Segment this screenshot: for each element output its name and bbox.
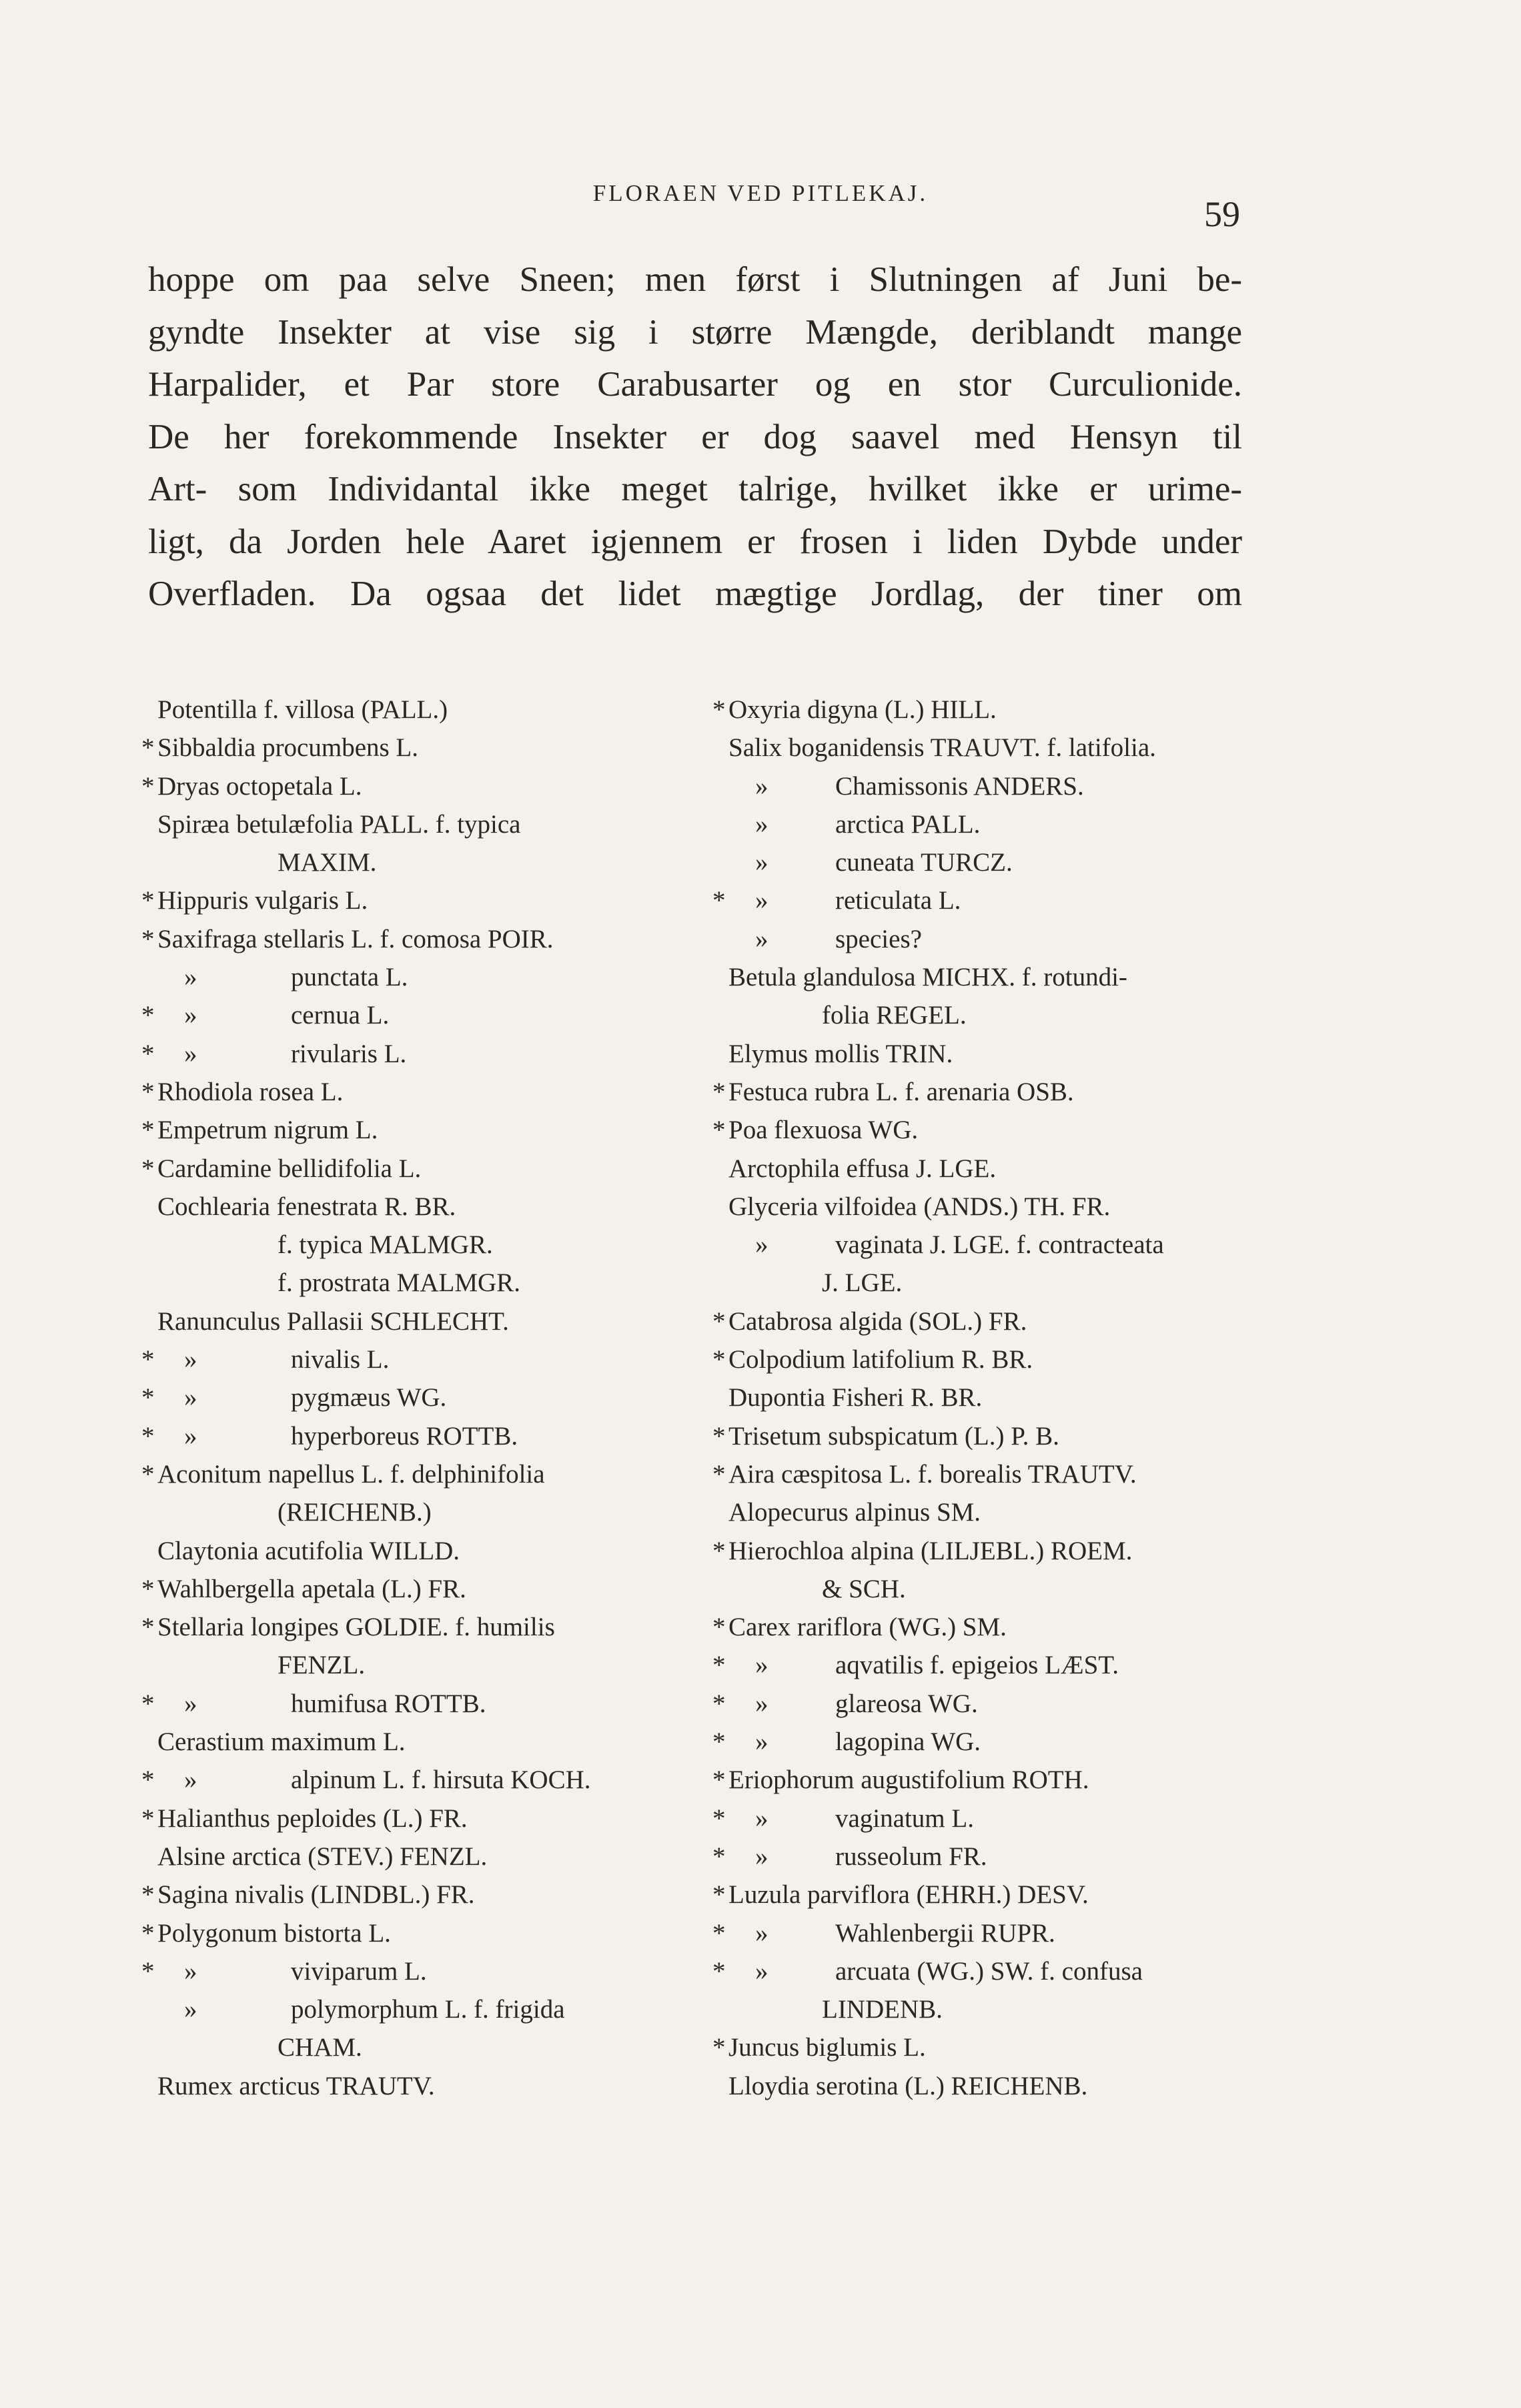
species-entry xyxy=(141,996,675,1034)
species-name: Carex rariflora (WG.) SM. xyxy=(728,1613,1007,1642)
species-name: f. typica MALMGR. xyxy=(278,1230,493,1260)
endemic-asterisk xyxy=(141,958,157,996)
ditto-mark: » xyxy=(184,1421,197,1451)
species-name: Cerastium maximum L. xyxy=(157,1727,406,1757)
endemic-asterisk xyxy=(141,1532,157,1570)
species-entry xyxy=(712,1685,1246,1723)
endemic-asterisk xyxy=(141,2067,157,2105)
species-name: Colpodium latifolium R. BR. xyxy=(728,1345,1033,1374)
species-entry xyxy=(712,729,1246,767)
species-entry xyxy=(141,1073,675,1111)
endemic-asterisk: * xyxy=(141,771,155,801)
species-entry xyxy=(712,805,1246,843)
species-entry xyxy=(712,1838,1246,1876)
species-entry xyxy=(712,1570,1246,1608)
endemic-asterisk xyxy=(712,996,728,1034)
ditto-mark: » xyxy=(755,1230,769,1260)
species-entry xyxy=(712,1990,1246,2028)
species-entry xyxy=(141,958,675,996)
endemic-asterisk: * xyxy=(712,695,726,724)
species-name: rivularis L. xyxy=(291,1039,407,1068)
species-entry xyxy=(141,2067,675,2105)
species-name: J. LGE. xyxy=(822,1268,903,1298)
species-entry xyxy=(712,1914,1246,1952)
species-name: Empetrum nigrum L. xyxy=(157,1116,378,1145)
ditto-mark: » xyxy=(184,1001,197,1030)
species-entry xyxy=(141,1340,675,1378)
species-entry xyxy=(712,1340,1246,1378)
species-name: Betula glandulosa MICHX. f. rotundi- xyxy=(728,963,1127,992)
endemic-asterisk: * xyxy=(141,1574,155,1603)
species-name: Spiræa betulæfolia PALL. f. typica xyxy=(157,809,521,839)
species-entry xyxy=(141,1493,675,1531)
species-name: FENZL. xyxy=(278,1651,366,1680)
endemic-asterisk: * xyxy=(141,886,155,915)
species-name: Hippuris vulgaris L. xyxy=(157,886,368,915)
endemic-asterisk xyxy=(712,1264,728,1302)
species-entry xyxy=(141,1838,675,1876)
species-entry xyxy=(712,1723,1246,1761)
species-name: Wahlbergella apetala (L.) FR. xyxy=(157,1574,466,1603)
species-name: species? xyxy=(835,924,922,953)
endemic-asterisk: * xyxy=(141,1383,155,1413)
endemic-asterisk: * xyxy=(141,1459,155,1489)
species-entry xyxy=(712,1150,1246,1188)
species-name: Potentilla f. villosa (PALL.) xyxy=(157,695,448,724)
body-line: gyndte Insekter at vise sig i større Mængde, deriblandt mange xyxy=(148,312,1242,352)
species-name: Eriophorum augustifolium ROTH. xyxy=(728,1765,1089,1795)
ditto-mark: » xyxy=(184,1039,197,1068)
endemic-asterisk: * xyxy=(141,1765,155,1795)
species-name: Dryas octopetala L. xyxy=(157,771,362,801)
species-entry xyxy=(141,1035,675,1073)
species-name: f. prostrata MALMGR. xyxy=(278,1268,520,1298)
species-name: & SCH. xyxy=(822,1574,906,1603)
species-entry xyxy=(712,2028,1246,2066)
endemic-asterisk: * xyxy=(141,924,155,953)
endemic-asterisk: * xyxy=(712,1956,726,1986)
species-entry xyxy=(141,1723,675,1761)
species-name: Salix boganidensis TRAUVT. f. latifolia. xyxy=(728,733,1156,763)
species-name: humifusa ROTTB. xyxy=(291,1689,486,1718)
species-entry xyxy=(712,1799,1246,1838)
ditto-mark: » xyxy=(755,924,769,953)
endemic-asterisk: * xyxy=(141,1001,155,1030)
endemic-asterisk: * xyxy=(141,1116,155,1145)
species-name: CHAM. xyxy=(278,2033,362,2062)
ditto-mark: » xyxy=(755,848,769,877)
endemic-asterisk xyxy=(712,767,728,805)
species-entry xyxy=(712,920,1246,958)
species-name: Sagina nivalis (LINDBL.) FR. xyxy=(157,1880,475,1910)
species-name: hyperboreus ROTTB. xyxy=(291,1421,518,1451)
body-paragraph xyxy=(148,254,1242,621)
body-line: ligt, da Jorden hele Aaret igjennem er frosen i liden Dybde under xyxy=(148,522,1242,561)
species-entry xyxy=(141,1417,675,1455)
species-entry xyxy=(141,843,675,881)
ditto-mark: » xyxy=(755,1689,769,1718)
species-entry xyxy=(141,1876,675,1914)
species-entry xyxy=(141,729,675,767)
endemic-asterisk: * xyxy=(712,1345,726,1374)
ditto-mark: » xyxy=(184,963,197,992)
species-entry xyxy=(712,1417,1246,1455)
endemic-asterisk xyxy=(141,1723,157,1761)
endemic-asterisk xyxy=(712,1493,728,1531)
species-name: aqvatilis f. epigeios LÆST. xyxy=(835,1651,1119,1680)
endemic-asterisk: * xyxy=(712,2033,726,2062)
endemic-asterisk: * xyxy=(141,733,155,763)
endemic-asterisk: * xyxy=(141,1039,155,1068)
endemic-asterisk xyxy=(712,958,728,996)
species-entry xyxy=(712,1455,1246,1493)
species-name: Festuca rubra L. f. arenaria OSB. xyxy=(728,1077,1074,1106)
species-entry xyxy=(712,843,1246,881)
ditto-mark: » xyxy=(184,1765,197,1795)
species-entry xyxy=(712,767,1246,805)
body-line: Harpalider, et Par store Carabusarter og en stor Curculionide. xyxy=(148,365,1242,404)
species-entry xyxy=(712,1646,1246,1684)
species-name: lagopina WG. xyxy=(835,1727,981,1757)
species-name: Arctophila effusa J. LGE. xyxy=(728,1154,997,1183)
endemic-asterisk xyxy=(712,1150,728,1188)
endemic-asterisk xyxy=(712,2067,728,2105)
page-number: 59 xyxy=(1204,194,1240,234)
endemic-asterisk xyxy=(141,1302,157,1340)
endemic-asterisk xyxy=(712,1188,728,1226)
endemic-asterisk: * xyxy=(712,1306,726,1336)
species-entry xyxy=(712,996,1246,1034)
running-title: FLORAEN VED PITLEKAJ. xyxy=(592,180,929,206)
species-name: Aconitum napellus L. f. delphinifolia xyxy=(157,1459,545,1489)
endemic-asterisk: * xyxy=(141,1345,155,1374)
ditto-mark: » xyxy=(755,1842,769,1871)
endemic-asterisk: * xyxy=(712,1077,726,1106)
species-name: vaginata J. LGE. f. contracteata xyxy=(835,1230,1164,1260)
species-name: Cardamine bellidifolia L. xyxy=(157,1154,422,1183)
species-entry xyxy=(141,1111,675,1149)
species-name: vaginatum L. xyxy=(835,1803,974,1833)
species-entry xyxy=(712,1073,1246,1111)
species-name: Juncus biglumis L. xyxy=(728,2033,926,2062)
ditto-mark: » xyxy=(755,771,769,801)
species-entry xyxy=(141,1646,675,1684)
species-name: glareosa WG. xyxy=(835,1689,978,1718)
species-name: Chamissonis ANDERS. xyxy=(835,771,1084,801)
endemic-asterisk xyxy=(141,843,157,881)
endemic-asterisk xyxy=(712,805,728,843)
endemic-asterisk xyxy=(712,729,728,767)
species-entry xyxy=(712,958,1246,996)
species-name: MAXIM. xyxy=(278,848,377,877)
species-name: Glyceria vilfoidea (ANDS.) TH. FR. xyxy=(728,1192,1111,1221)
endemic-asterisk: * xyxy=(141,1154,155,1183)
species-name: Saxifraga stellaris L. f. comosa POIR. xyxy=(157,924,554,953)
endemic-asterisk xyxy=(141,1838,157,1876)
ditto-mark: » xyxy=(755,1727,769,1757)
body-line: Overfladen. Da ogsaa det lidet mægtige Jordlag, der tiner om xyxy=(148,574,1242,613)
species-name: cuneata TURCZ. xyxy=(835,848,1013,877)
ditto-mark: » xyxy=(755,1918,769,1948)
species-entry xyxy=(141,1378,675,1417)
species-entry xyxy=(712,691,1246,729)
endemic-asterisk xyxy=(712,1378,728,1417)
species-name: alpinum L. f. hirsuta KOCH. xyxy=(291,1765,591,1795)
species-entry xyxy=(141,1532,675,1570)
species-entry xyxy=(141,1914,675,1952)
endemic-asterisk xyxy=(141,1646,157,1684)
species-entry xyxy=(141,881,675,919)
species-name: Stellaria longipes GOLDIE. f. humilis xyxy=(157,1613,555,1642)
ditto-mark: » xyxy=(184,1345,197,1374)
species-entry xyxy=(712,1761,1246,1799)
species-entry xyxy=(712,1035,1246,1073)
endemic-asterisk: * xyxy=(141,1613,155,1642)
endemic-asterisk: * xyxy=(712,1536,726,1565)
species-entry xyxy=(712,1532,1246,1570)
species-entry xyxy=(141,1226,675,1264)
species-entry xyxy=(141,1455,675,1493)
species-name: Ranunculus Pallasii SCHLECHT. xyxy=(157,1306,509,1336)
endemic-asterisk: * xyxy=(712,886,726,915)
endemic-asterisk xyxy=(141,1188,157,1226)
species-name: russeolum FR. xyxy=(835,1842,987,1871)
species-name: Sibbaldia procumbens L. xyxy=(157,733,419,763)
endemic-asterisk xyxy=(712,1226,728,1264)
ditto-mark: » xyxy=(184,1995,197,2024)
ditto-mark: » xyxy=(755,1956,769,1986)
species-name: LINDENB. xyxy=(822,1995,943,2024)
endemic-asterisk xyxy=(141,1990,157,2028)
endemic-asterisk: * xyxy=(712,1689,726,1718)
species-entry xyxy=(712,1264,1246,1302)
species-name: Aira cæspitosa L. f. borealis TRAUTV. xyxy=(728,1459,1137,1489)
endemic-asterisk: * xyxy=(712,1765,726,1795)
endemic-asterisk: * xyxy=(141,1689,155,1718)
species-name: Claytonia acutifolia WILLD. xyxy=(157,1536,460,1565)
endemic-asterisk: * xyxy=(141,1918,155,1948)
species-entry xyxy=(712,1608,1246,1646)
species-name: punctata L. xyxy=(291,963,408,992)
species-name: reticulata L. xyxy=(835,886,961,915)
ditto-mark: » xyxy=(755,1803,769,1833)
endemic-asterisk: * xyxy=(141,1956,155,1986)
ditto-mark: » xyxy=(184,1956,197,1986)
species-name: viviparum L. xyxy=(291,1956,427,1986)
species-entry xyxy=(141,1264,675,1302)
endemic-asterisk: * xyxy=(712,1842,726,1871)
species-list-left xyxy=(141,691,675,2105)
species-entry xyxy=(141,1761,675,1799)
species-name: Oxyria digyna (L.) HILL. xyxy=(728,695,997,724)
endemic-asterisk xyxy=(141,691,157,729)
endemic-asterisk: * xyxy=(141,1880,155,1910)
endemic-asterisk: * xyxy=(712,1918,726,1948)
endemic-asterisk: * xyxy=(712,1880,726,1910)
species-name: Halianthus peploides (L.) FR. xyxy=(157,1803,468,1833)
endemic-asterisk xyxy=(141,2028,157,2066)
species-entry xyxy=(712,1876,1246,1914)
endemic-asterisk xyxy=(712,843,728,881)
endemic-asterisk xyxy=(712,920,728,958)
species-name: Rumex arcticus TRAUTV. xyxy=(157,2071,435,2100)
endemic-asterisk: * xyxy=(712,1727,726,1757)
ditto-mark: » xyxy=(755,809,769,839)
ditto-mark: » xyxy=(755,886,769,915)
species-entry xyxy=(712,1226,1246,1264)
endemic-asterisk xyxy=(141,1264,157,1302)
species-name: arcuata (WG.) SW. f. confusa xyxy=(835,1956,1143,1986)
species-entry xyxy=(712,881,1246,919)
endemic-asterisk xyxy=(141,805,157,843)
species-name: Wahlenbergii RUPR. xyxy=(835,1918,1055,1948)
species-entry xyxy=(141,1188,675,1226)
endemic-asterisk xyxy=(712,1570,728,1608)
ditto-mark: » xyxy=(755,1651,769,1680)
species-name: folia REGEL. xyxy=(822,1001,967,1030)
endemic-asterisk: * xyxy=(712,1116,726,1145)
endemic-asterisk xyxy=(141,1493,157,1531)
species-entry xyxy=(141,767,675,805)
species-name: Poa flexuosa WG. xyxy=(728,1116,919,1145)
species-name: Cochlearia fenestrata R. BR. xyxy=(157,1192,456,1221)
species-list-right xyxy=(712,691,1246,2105)
species-name: Alopecurus alpinus SM. xyxy=(728,1498,981,1527)
endemic-asterisk: * xyxy=(141,1077,155,1106)
species-entry xyxy=(141,1952,675,1990)
species-entry xyxy=(712,2067,1246,2105)
endemic-asterisk: * xyxy=(712,1803,726,1833)
ditto-mark: » xyxy=(184,1383,197,1413)
species-entry xyxy=(141,805,675,843)
species-entry xyxy=(141,2028,675,2066)
species-name: Lloydia serotina (L.) REICHENB. xyxy=(728,2071,1088,2100)
species-entry xyxy=(141,1990,675,2028)
species-entry xyxy=(141,1150,675,1188)
endemic-asterisk: * xyxy=(712,1459,726,1489)
species-entry xyxy=(141,1570,675,1608)
endemic-asterisk xyxy=(712,1035,728,1073)
species-name: Dupontia Fisheri R. BR. xyxy=(728,1383,983,1413)
species-name: Rhodiola rosea L. xyxy=(157,1077,344,1106)
endemic-asterisk: * xyxy=(712,1651,726,1680)
species-entry xyxy=(712,1111,1246,1149)
ditto-mark: » xyxy=(184,1689,197,1718)
species-entry xyxy=(141,1685,675,1723)
species-entry xyxy=(712,1302,1246,1340)
species-name: arctica PALL. xyxy=(835,809,981,839)
species-entry xyxy=(141,920,675,958)
species-name: Alsine arctica (STEV.) FENZL. xyxy=(157,1842,488,1871)
species-name: pygmæus WG. xyxy=(291,1383,447,1413)
endemic-asterisk xyxy=(141,1226,157,1264)
species-entry xyxy=(712,1378,1246,1417)
species-name: polymorphum L. f. frigida xyxy=(291,1995,565,2024)
endemic-asterisk: * xyxy=(141,1421,155,1451)
species-name: Catabrosa algida (SOL.) FR. xyxy=(728,1306,1027,1336)
species-name: (REICHENB.) xyxy=(278,1498,432,1527)
body-line: De her forekommende Insekter er dog saavel med Hensyn til xyxy=(148,417,1242,456)
species-name: Trisetum subspicatum (L.) P. B. xyxy=(728,1421,1059,1451)
body-line: hoppe om paa selve Sneen; men først i Slutningen af Juni be- xyxy=(148,260,1242,299)
endemic-asterisk: * xyxy=(141,1803,155,1833)
species-name: nivalis L. xyxy=(291,1345,390,1374)
species-entry xyxy=(712,1188,1246,1226)
species-name: Luzula parviflora (EHRH.) DESV. xyxy=(728,1880,1089,1910)
endemic-asterisk: * xyxy=(712,1613,726,1642)
species-entry xyxy=(141,1302,675,1340)
species-name: cernua L. xyxy=(291,1001,390,1030)
species-entry xyxy=(141,691,675,729)
species-entry xyxy=(141,1799,675,1838)
species-name: Elymus mollis TRIN. xyxy=(728,1039,953,1068)
species-entry xyxy=(712,1952,1246,1990)
body-line: Art- som Individantal ikke meget talrige, hvilket ikke er urime- xyxy=(148,470,1242,508)
species-name: Hierochloa alpina (LILJEBL.) ROEM. xyxy=(728,1536,1133,1565)
species-entry xyxy=(141,1608,675,1646)
endemic-asterisk xyxy=(712,1990,728,2028)
species-entry xyxy=(712,1493,1246,1531)
species-name: Polygonum bistorta L. xyxy=(157,1918,391,1948)
endemic-asterisk: * xyxy=(712,1421,726,1451)
